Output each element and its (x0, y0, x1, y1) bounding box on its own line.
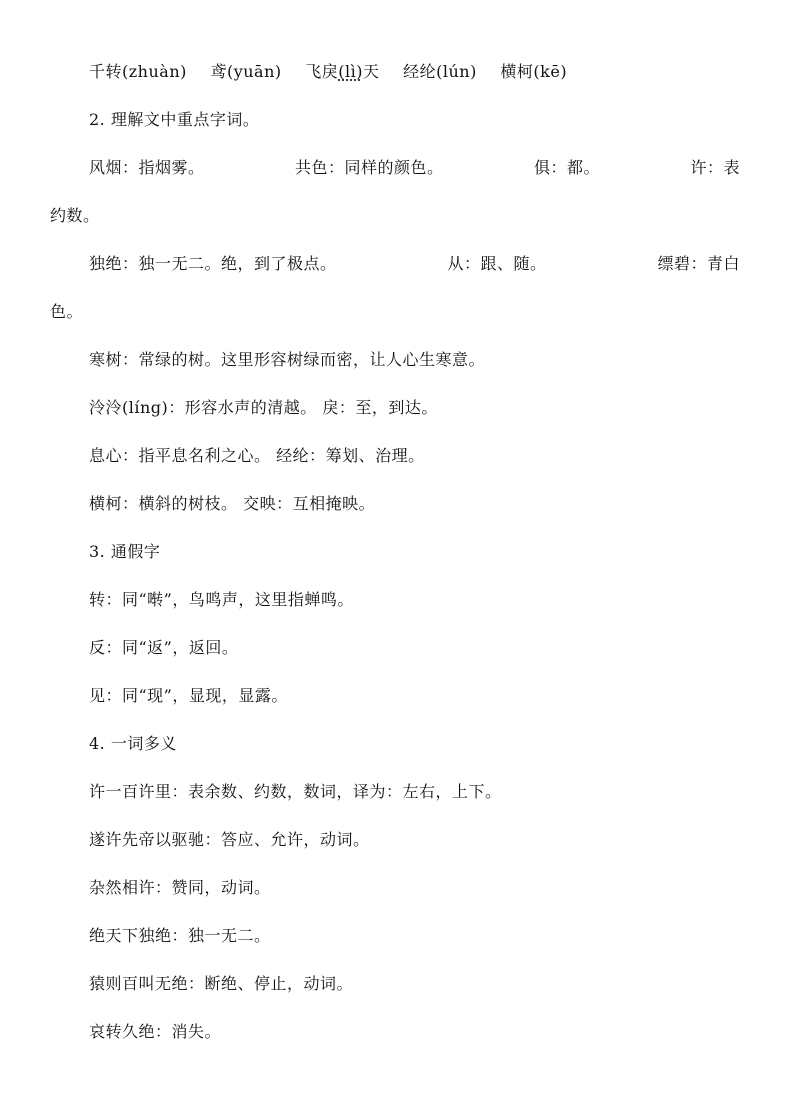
section-heading: 2. 理解文中重点字词。 (89, 110, 260, 129)
pinyin-item: 横柯(kē) (500, 62, 568, 81)
polysemy-item: 许一百许里：表余数、约数，数词，译为：左右，上下。 (89, 782, 502, 801)
section-heading: 4. 一词多义 (89, 734, 177, 753)
definition-item: 俱：都。 (533, 158, 600, 177)
definition-item: 从：跟、随。 (447, 254, 547, 273)
polysemy-item: 猿则百叫无绝：断绝、停止，动词。 (89, 974, 354, 993)
definition-row: 息心：指平息名利之心。 经纶：筹划、治理。 (89, 446, 425, 465)
definition-item: 风烟：指烟雾。 (89, 158, 205, 177)
section-heading: 3. 通假字 (89, 542, 161, 561)
tongjia-item: 见：同“现”，显现，显露。 (89, 686, 288, 705)
definition-row: 横柯：横斜的树枝。 交映：互相掩映。 (89, 494, 376, 513)
definition-item: 共色：同样的颜色。 (294, 158, 444, 177)
polysemy-item: 绝天下独绝：独一无二。 (89, 926, 271, 945)
pinyin-item: 千转(zhuàn) (89, 62, 187, 81)
definition-row (89, 158, 740, 178)
polysemy-item: 杂然相许：赞同，动词。 (89, 878, 271, 897)
pinyin-item: (lì) (338, 62, 363, 81)
tongjia-item: 反：同“返”，返回。 (89, 638, 239, 657)
definition-item: 独绝：独一无二。绝，到了极点。 (89, 254, 337, 273)
tongjia-item: 转：同“啭”，鸟鸣声，这里指蝉鸣。 (89, 590, 354, 609)
pinyin-item: 天 (362, 62, 380, 81)
pinyin-item: 飞戾 (305, 62, 339, 81)
definition-row: 寒树：常绿的树。这里形容树绿而密，让人心生寒意。 (89, 350, 486, 369)
pinyin-line (89, 62, 779, 82)
definition-row: 泠泠(líng)：形容水声的清越。 戾：至，到达。 (89, 398, 438, 417)
polysemy-item: 遂许先帝以驱驰：答应、允许，动词。 (89, 830, 370, 849)
definition-continuation: 色。 (50, 302, 84, 321)
pinyin-item: 经纶(lún) (403, 62, 477, 81)
definition-row (89, 254, 740, 274)
polysemy-item: 哀转久绝：消失。 (89, 1022, 222, 1041)
pinyin-item: 鸢(yuān) (210, 62, 282, 81)
definition-item: 缥碧：青白 (657, 254, 740, 273)
definition-continuation: 约数。 (50, 206, 100, 225)
definition-item: 许：表 (690, 158, 740, 177)
